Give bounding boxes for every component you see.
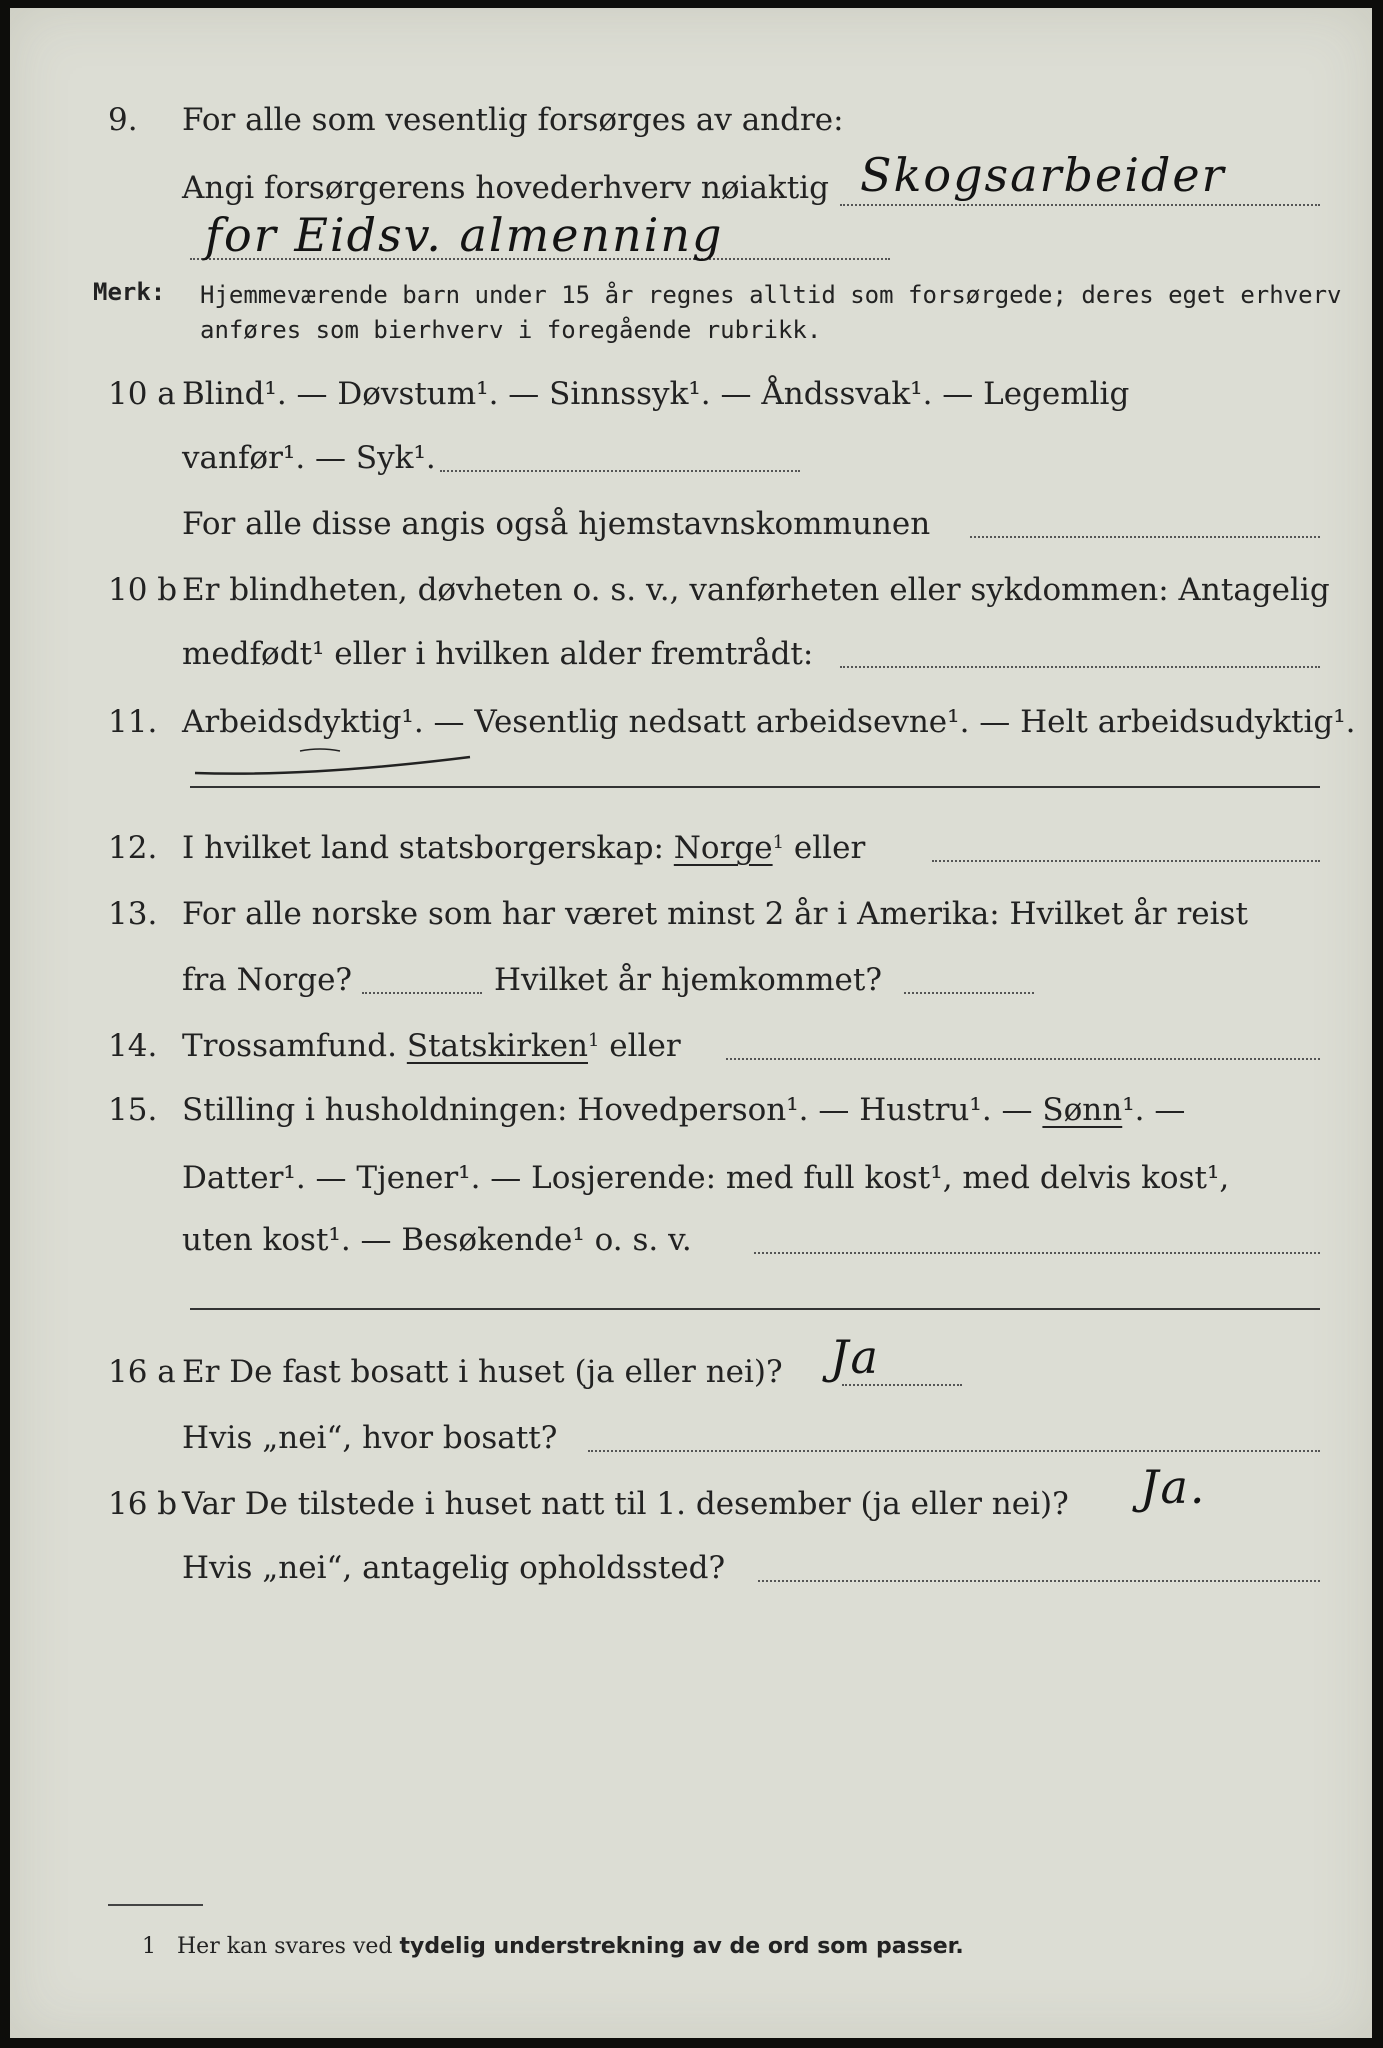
q9-handwritten-answer-2: for Eidsv. almenning xyxy=(205,208,724,262)
q13-text: For alle norske som har været minst 2 år i Amerika: Hvilket år reist xyxy=(182,896,1248,932)
q16a-line2-text: Hvis „nei“, hvor bosatt? xyxy=(182,1420,558,1456)
footnote-rule xyxy=(108,1904,203,1906)
merk-text-2: anføres som bierhverv i foregående rubrikk. xyxy=(200,316,822,344)
q15-text: Stilling i husholdningen: Hovedperson¹. — Hustru¹. — Sønn¹. — xyxy=(182,1092,1186,1128)
q12-text: I hvilket land statsborgerskap: Norge$^1$ eller xyxy=(182,830,866,866)
q12-answer-line xyxy=(932,860,1320,862)
q13-line2a: fra Norge? xyxy=(182,962,353,998)
footnote-text-bold: tydelig understrekning av de ord som passer. xyxy=(399,1934,964,1959)
q13-reist-line xyxy=(362,992,482,994)
q16b-answer-line xyxy=(758,1580,1320,1582)
q11-text: Arbeidsdyktig¹. — Vesentlig nedsatt arbeidsevne¹. — Helt arbeidsudyktig¹. xyxy=(182,704,1356,740)
q15-sonn-underlined: Sønn xyxy=(1042,1092,1123,1128)
q10a-answer-line xyxy=(440,470,800,472)
q10a-home-line xyxy=(970,536,1320,538)
q11-answer-rule xyxy=(190,786,1320,788)
q9-handwritten-answer-1: Skogsarbeider xyxy=(860,148,1226,202)
q10a-line3-text: For alle disse angis også hjemstavnskommunen xyxy=(182,506,931,542)
q13-hjemkommet-line xyxy=(904,992,1034,994)
merk-text-1: Hjemmeværende barn under 15 år regnes alltid som forsørgede; deres eget erhverv xyxy=(200,281,1342,309)
q16b-handwritten-answer: Ja. xyxy=(1140,1460,1207,1514)
q15-line3-text: uten kost¹. — Besøkende¹ o. s. v. xyxy=(182,1222,692,1258)
q15-number: 15. xyxy=(108,1092,158,1128)
footnote-marker: 1 xyxy=(142,1934,156,1959)
q14-statskirken-underlined: Statskirken xyxy=(406,1028,588,1064)
q9-answer-line xyxy=(840,204,1320,206)
q10a-line2-text: vanfør¹. — Syk¹. xyxy=(182,440,436,476)
q12-norge-underlined: Norge xyxy=(673,830,773,866)
q14-answer-line xyxy=(726,1058,1320,1060)
q15-answer-rule xyxy=(190,1308,1320,1310)
q10a-text: Blind¹. — Døvstum¹. — Sinnssyk¹. — Åndssvak¹. — Legemlig xyxy=(182,376,1130,412)
q14-number: 14. xyxy=(108,1028,158,1064)
q10b-number: 10 b xyxy=(108,572,178,608)
q10b-text: Er blindheten, døvheten o. s. v., vanførheten eller sykdommen: Antagelig xyxy=(182,572,1330,608)
footnote-text-plain: Her kan svares ved xyxy=(176,1934,393,1959)
q16b-text: Var De tilstede i huset natt til 1. desember (ja eller nei)? xyxy=(182,1486,1069,1522)
q16a-handwritten-answer: Ja xyxy=(830,1330,880,1384)
q9-text: For alle som vesentlig forsørges av andre: xyxy=(182,102,844,138)
footnote xyxy=(142,1934,964,1959)
q12-number: 12. xyxy=(108,830,158,866)
q15-line2-text: Datter¹. — Tjener¹. — Losjerende: med full kost¹, med delvis kost¹, xyxy=(182,1160,1230,1196)
q16b-number: 16 b xyxy=(108,1486,178,1522)
q10a-number: 10 a xyxy=(108,376,176,412)
q13-line2b: Hvilket år hjemkommet? xyxy=(494,962,882,998)
q16a-bosatt-line xyxy=(588,1450,1320,1452)
q16a-answer-line xyxy=(842,1384,962,1386)
merk-label: Merk: xyxy=(93,278,166,306)
q16b-line2-text: Hvis „nei“, antagelig opholdssted? xyxy=(182,1550,726,1586)
q10b-line2-text: medfødt¹ eller i hvilken alder fremtrådt: xyxy=(182,636,814,672)
q10b-answer-line xyxy=(840,666,1320,668)
q11-number: 11. xyxy=(108,704,158,740)
q16a-number: 16 a xyxy=(108,1354,176,1390)
q16a-text: Er De fast bosatt i huset (ja eller nei)? xyxy=(182,1354,783,1390)
q11-handwritten-stroke xyxy=(190,743,490,783)
q13-number: 13. xyxy=(108,896,158,932)
q14-text: Trossamfund. Statskirken$^1$ eller xyxy=(182,1028,681,1064)
q9-line2-text: Angi forsørgerens hovederhverv nøiaktig xyxy=(182,170,829,206)
census-form-page xyxy=(10,8,1372,2038)
q15-answer-line xyxy=(754,1252,1320,1254)
q9-number: 9. xyxy=(108,102,138,138)
